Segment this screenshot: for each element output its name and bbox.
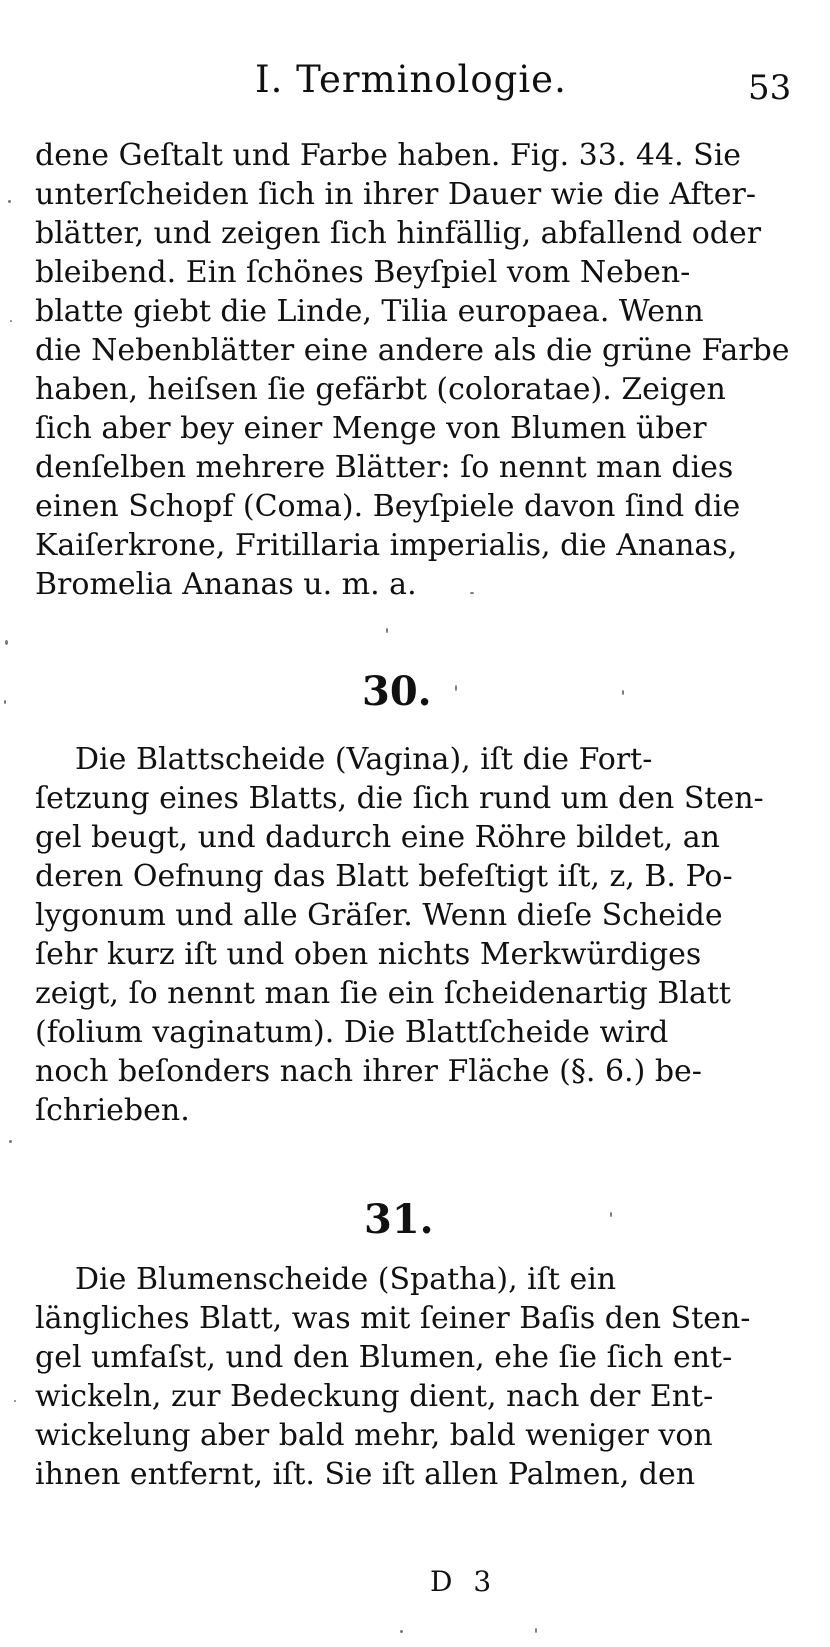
page-number: 53 xyxy=(748,68,792,108)
text-line: deren Oefnung das Blatt befeſtigt iſt, z, B. Po- xyxy=(35,859,733,894)
running-head xyxy=(0,58,830,108)
text-line: ſich aber bey einer Menge von Blumen über xyxy=(35,411,707,446)
text-line: Bromelia Ananas u. m. a. xyxy=(35,567,417,602)
text-line: gel beugt, und dadurch eine Röhre bildet, an xyxy=(35,820,720,855)
text-line: bleibend. Ein ſchönes Beyſpiel vom Neben- xyxy=(35,255,691,290)
text-line: Kaiſerkrone, Fritillaria imperialis, die Ananas, xyxy=(35,528,738,563)
text-line: blätter, und zeigen ſich hinfällig, abfallend oder xyxy=(35,216,762,251)
text-line: Die Blumenscheide (Spatha), iſt ein xyxy=(75,1262,617,1297)
text-line: wickeln, zur Bedeckung dient, nach der Ent- xyxy=(35,1379,714,1414)
text-line: denſelben mehrere Blätter: ſo nennt man dies xyxy=(35,450,734,485)
text-line: blatte giebt die Linde, Tilia europaea. Wenn xyxy=(35,294,704,329)
text-line: gel umfaſst, und den Blumen, ehe ſie ſich ent- xyxy=(35,1340,733,1375)
text-line: ſehr kurz iſt und oben nichts Merkwürdiges xyxy=(35,937,702,972)
text-line: ſetzung eines Blatts, die ſich rund um den Sten- xyxy=(35,781,764,816)
text-line: dene Geſtalt und Farbe haben. Fig. 33. 44. Sie xyxy=(35,138,742,173)
section-number-31: 31. xyxy=(364,1196,434,1243)
text-line: lygonum und alle Gräſer. Wenn dieſe Scheide xyxy=(35,898,723,933)
text-line: ſchrieben. xyxy=(35,1093,190,1128)
section-number-30: 30. xyxy=(362,668,432,715)
text-line: zeigt, ſo nennt man ſie ein ſcheidenartig Blatt xyxy=(35,976,731,1011)
running-title: I. Terminologie. xyxy=(255,58,567,101)
text-line: längliches Blatt, was mit ſeiner Baſis den Sten- xyxy=(35,1301,751,1336)
text-line: haben, heiſsen ſie gefärbt (coloratae). Zeigen xyxy=(35,372,726,407)
text-line: (folium vaginatum). Die Blattſcheide wird xyxy=(35,1015,669,1050)
text-line: einen Schopf (Coma). Beyſpiele davon ſind die xyxy=(35,489,741,524)
text-line: die Nebenblätter eine andere als die grüne Farbe xyxy=(35,333,790,368)
signature-mark: D 3 xyxy=(430,1565,498,1598)
text-line: Die Blattscheide (Vagina), iſt die Fort- xyxy=(75,742,653,777)
text-line: noch beſonders nach ihrer Fläche (§. 6.) be- xyxy=(35,1054,702,1089)
text-line: ihnen entfernt, iſt. Sie iſt allen Palmen, den xyxy=(35,1457,696,1492)
text-line: unterſcheiden ſich in ihrer Dauer wie die After- xyxy=(35,177,756,212)
text-line: wickelung aber bald mehr, bald weniger von xyxy=(35,1418,713,1453)
